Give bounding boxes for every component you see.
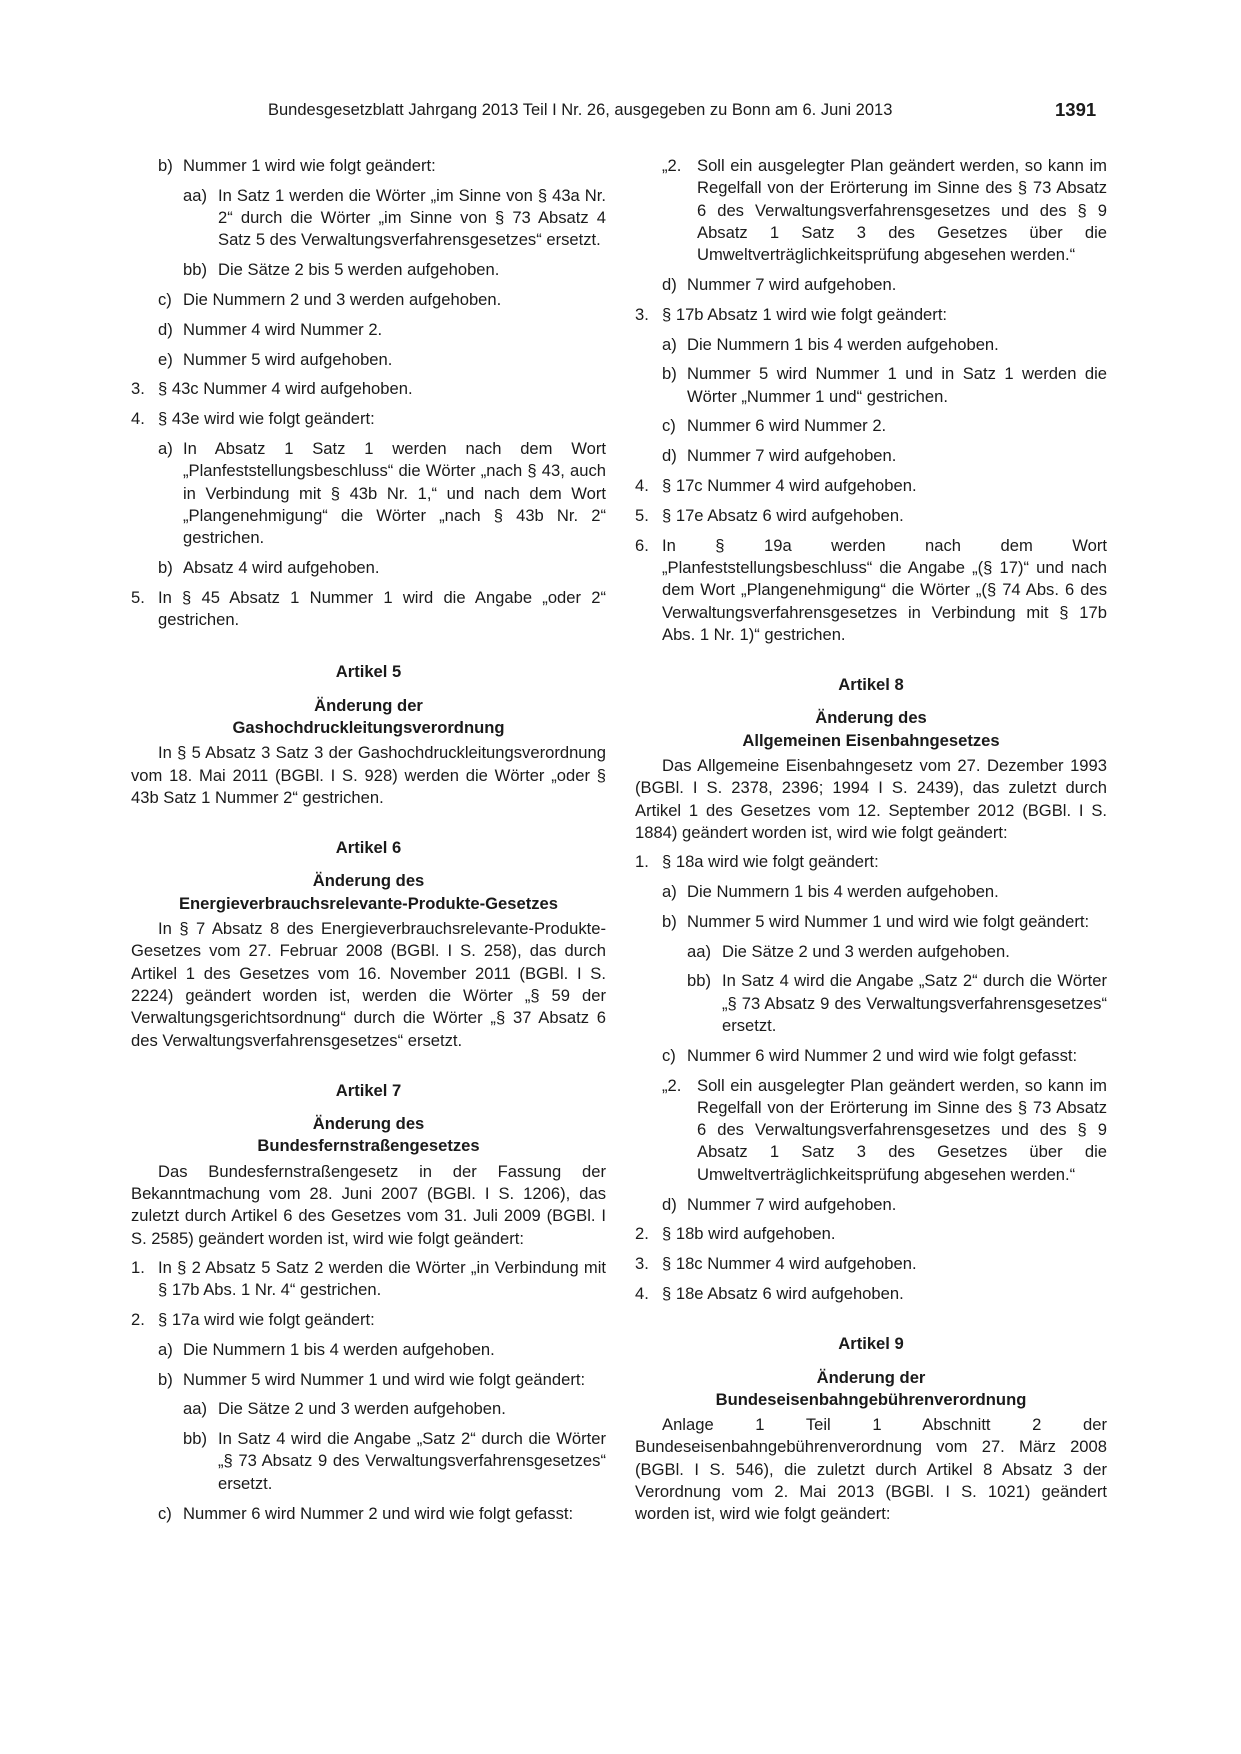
quoted-provision: „2. Soll ein ausgelegter Plan geändert werden, so kann im Regelfall von der Erörterung im Sinne des § 73 Absatz 6 des Verwaltungsverfahrensgesetzes und des § 9 Absatz 1 Satz 3 des Gesetzes über die Umweltverträglichkeitsprüfung abgesehen werden.“ bbox=[662, 156, 1107, 265]
article-body: In § 7 Absatz 8 des Energieverbrauchsrelevante-Produkte-Gesetzes vom 27. Februar 2008 (BGBl. I S. 258), das durch Artikel 1 des Gesetzes vom 16. November 2011 (BGBl. I S. 2224) geändert worden ist, werden die Wörter „§ 59 der Verwaltungsgerichtsordnung“ durch die Wörter „§ 37 Absatz 6 des Verwaltungsverfahrensgesetzes“ ersetzt. bbox=[131, 919, 606, 1050]
list-item: c) Nummer 6 wird Nummer 2. bbox=[662, 416, 887, 436]
article-subtitle: Allgemeinen Eisenbahngesetzes bbox=[742, 730, 1000, 750]
list-item: bb) In Satz 4 wird die Angabe „Satz 2“ durch die Wörter „§ 73 Absatz 9 des Verwaltungsverfahrensgesetzes“ ersetzt. bbox=[183, 1429, 606, 1493]
list-item: 2. § 18b wird aufgehoben. bbox=[635, 1224, 836, 1244]
list-item: 2. § 17a wird wie folgt geändert: bbox=[131, 1309, 375, 1329]
article-subtitle: Gashochdruckleitungsverordnung bbox=[232, 717, 505, 737]
list-item: 1. § 18a wird wie folgt geändert: bbox=[635, 852, 879, 872]
list-item: aa) Die Sätze 2 und 3 werden aufgehoben. bbox=[183, 1399, 506, 1419]
list-item: b) Absatz 4 wird aufgehoben. bbox=[158, 557, 380, 577]
article-9 bbox=[635, 1333, 1107, 1525]
article-subtitle: Änderung des bbox=[312, 871, 425, 891]
article-subtitle: Änderung des bbox=[312, 1114, 425, 1134]
list-item: a) Die Nummern 1 bis 4 werden aufgehoben. bbox=[662, 882, 999, 902]
list-item: d) Nummer 4 wird Nummer 2. bbox=[158, 319, 383, 339]
list-item: 5. § 17e Absatz 6 wird aufgehoben. bbox=[635, 505, 904, 525]
article-title: Artikel 7 bbox=[335, 1080, 402, 1100]
list-item: 3. § 18c Nummer 4 wird aufgehoben. bbox=[635, 1254, 917, 1274]
article-subtitle: Energieverbrauchsrelevante-Produkte-Gesetzes bbox=[178, 893, 559, 913]
list-item: a) In Absatz 1 Satz 1 werden nach dem Wort „Planfeststellungsbeschluss“ die Wörter „nach § 43, auch in Verbindung mit § 43b Nr. 1,“ und nach dem Wort „Plangenehmigung“ die Wörter „nach § 43b Nr. 2“ gestrichen. bbox=[158, 438, 606, 548]
gazette-header-title: Bundesgesetzblatt Jahrgang 2013 Teil I Nr. 26, ausgegeben zu Bonn am 6. Juni 2013 bbox=[268, 101, 893, 119]
article-7 bbox=[131, 1080, 606, 1525]
list-item: 5. In § 45 Absatz 1 Nummer 1 wird die Angabe „oder 2“ gestrichen. bbox=[131, 587, 606, 630]
list-item: b) Nummer 5 wird Nummer 1 und wird wie folgt geändert: bbox=[158, 1369, 586, 1389]
list-item: c) Nummer 6 wird Nummer 2 und wird wie folgt gefasst: bbox=[662, 1045, 1078, 1065]
article-body: In § 5 Absatz 3 Satz 3 der Gashochdruckleitungsverordnung vom 18. Mai 2011 (BGBl. I S. 928) werden die Wörter „oder § 43b Satz 1 Nummer 2“ gestrichen. bbox=[131, 743, 606, 807]
article-subtitle: Änderung der bbox=[314, 695, 423, 715]
quoted-provision: „2. Soll ein ausgelegter Plan geändert werden, so kann im Regelfall von der Erörterung im Sinne des § 73 Absatz 6 des Verwaltungsverfahrensgesetzes und des § 9 Absatz 1 Satz 3 des Gesetzes über die Umweltverträglichkeitsprüfung abgesehen werden.“ bbox=[662, 1075, 1107, 1184]
article-6 bbox=[131, 837, 606, 1052]
page-number: 1391 bbox=[1055, 99, 1097, 120]
list-item: aa) In Satz 1 werden die Wörter „im Sinne von § 43a Nr. 2“ durch die Wörter „im Sinne von § 73 Absatz 4 Satz 5 des Verwaltungsverfahrensgesetzes“ ersetzt. bbox=[183, 185, 606, 250]
list-item: a) Die Nummern 1 bis 4 werden aufgehoben. bbox=[158, 1339, 495, 1359]
article-body: Das Allgemeine Eisenbahngesetz vom 27. Dezember 1993 (BGBl. I S. 2378, 2396; 1994 I S. 2439), das zuletzt durch Artikel 1 des Gesetzes vom 12. September 2012 (BGBl. I S. 1884) geändert worden ist, wird wie folgt geändert: bbox=[635, 756, 1107, 842]
article-subtitle: Änderung des bbox=[815, 708, 927, 728]
list-item: 6. In § 19a werden nach dem Wort „Planfeststellungsbeschluss“ die Angabe „(§ 17)“ und nach dem Wort „Plangenehmigung“ die Wörter „(§ 74 Abs. 6 des Verwaltungsverfahrensgesetzes in Verbindung mit § 17b Abs. 1 Nr. 1)“ gestrichen. bbox=[635, 535, 1107, 644]
list-item: d) Nummer 7 wird aufgehoben. bbox=[662, 446, 897, 466]
list-item: c) Nummer 6 wird Nummer 2 und wird wie folgt gefasst: bbox=[158, 1503, 574, 1523]
list-item: 4. § 18e Absatz 6 wird aufgehoben. bbox=[635, 1283, 904, 1303]
article-subtitle: Bundeseisenbahngebührenverordnung bbox=[715, 1389, 1027, 1409]
list-item: d) Nummer 7 wird aufgehoben. bbox=[662, 274, 897, 294]
article-body: Anlage 1 Teil 1 Abschnitt 2 der Bundeseisenbahngebührenverordnung vom 27. März 2008 (BGBl. I S. 546), die zuletzt durch Artikel 8 Absatz 3 der Verordnung vom 2. Mai 2013 (BGBl. I S. 1021) geändert worden ist, wird wie folgt geändert: bbox=[635, 1415, 1107, 1524]
left-column bbox=[131, 155, 606, 1532]
list-item: 3. § 17b Absatz 1 wird wie folgt geändert: bbox=[635, 304, 948, 324]
list-item: e) Nummer 5 wird aufgehoben. bbox=[158, 349, 393, 369]
article-subtitle: Bundesfernstraßengesetzes bbox=[257, 1136, 480, 1156]
article-subtitle: Änderung der bbox=[816, 1367, 926, 1387]
list-item: bb) In Satz 4 wird die Angabe „Satz 2“ durch die Wörter „§ 73 Absatz 9 des Verwaltungsverfahrensgesetzes“ ersetzt. bbox=[687, 971, 1107, 1035]
article-title: Artikel 6 bbox=[335, 838, 402, 858]
list-item: a) Die Nummern 1 bis 4 werden aufgehoben. bbox=[662, 334, 999, 354]
article-title: Artikel 5 bbox=[335, 662, 402, 682]
list-item: b) Nummer 1 wird wie folgt geändert: bbox=[158, 156, 436, 175]
list-item: 4. § 17c Nummer 4 wird aufgehoben. bbox=[635, 476, 917, 496]
list-item: 3. § 43c Nummer 4 wird aufgehoben. bbox=[131, 379, 413, 399]
list-item: b) Nummer 5 wird Nummer 1 und wird wie folgt geändert: bbox=[662, 911, 1090, 931]
list-item: d) Nummer 7 wird aufgehoben. bbox=[662, 1194, 897, 1214]
article-8 bbox=[635, 674, 1107, 1305]
list-item: aa) Die Sätze 2 und 3 werden aufgehoben. bbox=[687, 941, 1010, 961]
list-item: 4. § 43e wird wie folgt geändert: bbox=[131, 409, 375, 429]
article-title: Artikel 8 bbox=[838, 675, 904, 695]
article-5 bbox=[131, 661, 606, 809]
list-item: 1. In § 2 Absatz 5 Satz 2 werden die Wörter „in Verbindung mit § 17b Abs. 1 Nr. 4“ gestrichen. bbox=[131, 1257, 606, 1300]
article-body: Das Bundesfernstraßengesetz in der Fassung der Bekanntmachung vom 28. Juni 2007 (BGBl. I S. 1206), das zuletzt durch Artikel 6 des Gesetzes vom 31. Juli 2009 (BGBl. I S. 2585) geändert worden ist, wird wie folgt geändert: bbox=[131, 1161, 606, 1248]
right-column bbox=[635, 155, 1107, 1533]
article-title: Artikel 9 bbox=[838, 1334, 904, 1354]
list-item: bb) Die Sätze 2 bis 5 werden aufgehoben. bbox=[183, 260, 500, 280]
list-item: c) Die Nummern 2 und 3 werden aufgehoben. bbox=[158, 289, 502, 309]
list-item: b) Nummer 5 wird Nummer 1 und in Satz 1 werden die Wörter „Nummer 1 und“ gestrichen. bbox=[662, 364, 1107, 406]
